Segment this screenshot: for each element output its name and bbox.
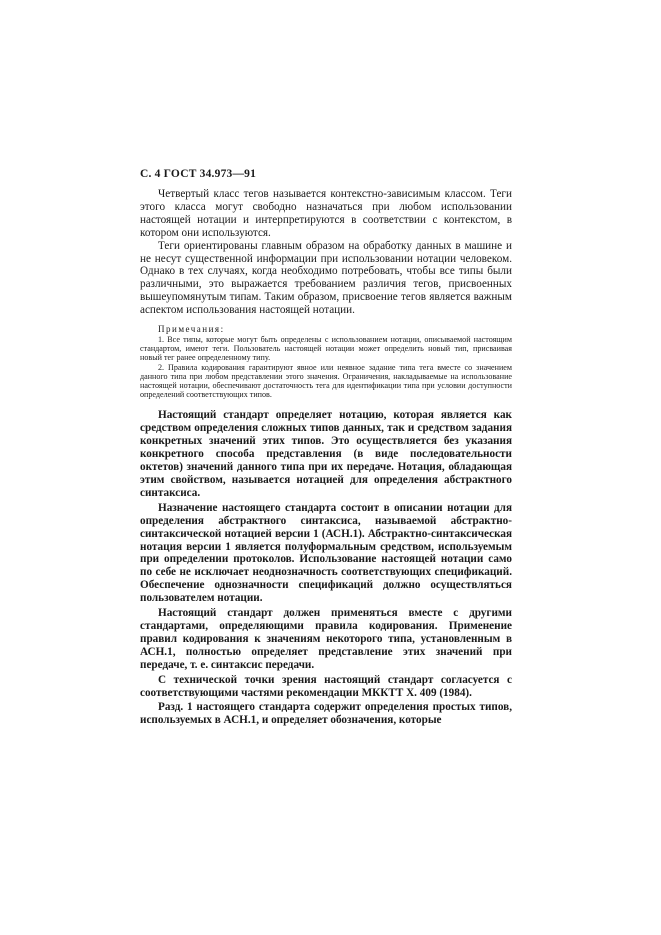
paragraph: Четвертый класс тегов называется контекстно-зависимым классом. Теги этого класса могут свободно назначаться при любом использовании настоящей нотации и интерпретируются в соответствии с контекстом, в котором они используются. xyxy=(140,188,512,239)
paragraph: Разд. 1 настоящего стандарта содержит определения простых типов, используемых в АСН.1, и определяет обозначения, которые xyxy=(140,701,512,727)
paragraph: С технической точки зрения настоящий стандарт согласуется с соответствующими частями рекомендации МККТТ Х. 409 (1984). xyxy=(140,673,512,699)
paragraph: Теги ориентированы главным образом на обработку данных в машине и не несут существенной информации при использовании нотации человеком. Однако в тех случаях, когда необходимо потребовать, чтобы все типы были различными, это выражается требованием различия тегов, присвоенных вышеупомянутым типам. Таким образом, присвоение тегов является важным аспектом использования настоящей нотации. xyxy=(140,239,512,317)
text-block-top xyxy=(140,188,512,317)
paragraph: Назначение настоящего стандарта состоит в описании нотации для определения абстрактного синтаксиса, называемой абстрактно-синтаксической нотацией версии 1 (АСН.1). Абстрактно-синтаксическая нотация версии 1 является полуформальным средством, используемым при определении протоколов. Использование настоящей нотации само по себе не исключает неоднозначность соответствующих спецификаций. Обеспечение однозначности спецификаций должно осуществляться пользователем нотации. xyxy=(140,501,512,605)
paragraph: Настоящий стандарт определяет нотацию, которая является как средством определения сложных типов данных, так и средством задания конкретных значений этих типов. Это осуществляется без указания конкретного способа представления (в виде последовательности октетов) значений данного типа при их передаче. Нотация, обладающая этим свойством, называется нотацией для определения абстрактного синтаксиса. xyxy=(140,409,512,499)
notes-title: Примечания: xyxy=(158,324,225,335)
note-item: 2. Правила кодирования гарантируют явное или неявное задание типа тега вместе со значением данного типа при любом представлении этого значения. Ограничения, накладываемые на использование настоящей нотации, обеспечивают достаточность тега для идентификации типа при условии доступности определений соответствующих типов. xyxy=(140,362,512,400)
note-item: 1. Все типы, которые могут быть определены с использованием нотации, описываемой настоящим стандартом, имеют теги. Пользователь настоящей нотации может определить новый тип, присваивая новый тег ранее определенному типу. xyxy=(140,335,512,363)
paragraph: Настоящий стандарт должен применяться вместе с другими стандартами, определяющими правила кодирования. Применение правил кодирования к значениям некоторого типа, установленным в АСН.1, полностью определяет представление этих значений при передаче, т. е. синтаксис передачи. xyxy=(140,607,512,671)
page-body xyxy=(140,188,512,727)
notes-block xyxy=(140,324,512,399)
text-block-bottom xyxy=(140,409,512,727)
page-header: С. 4 ГОСТ 34.973—91 xyxy=(140,168,257,180)
